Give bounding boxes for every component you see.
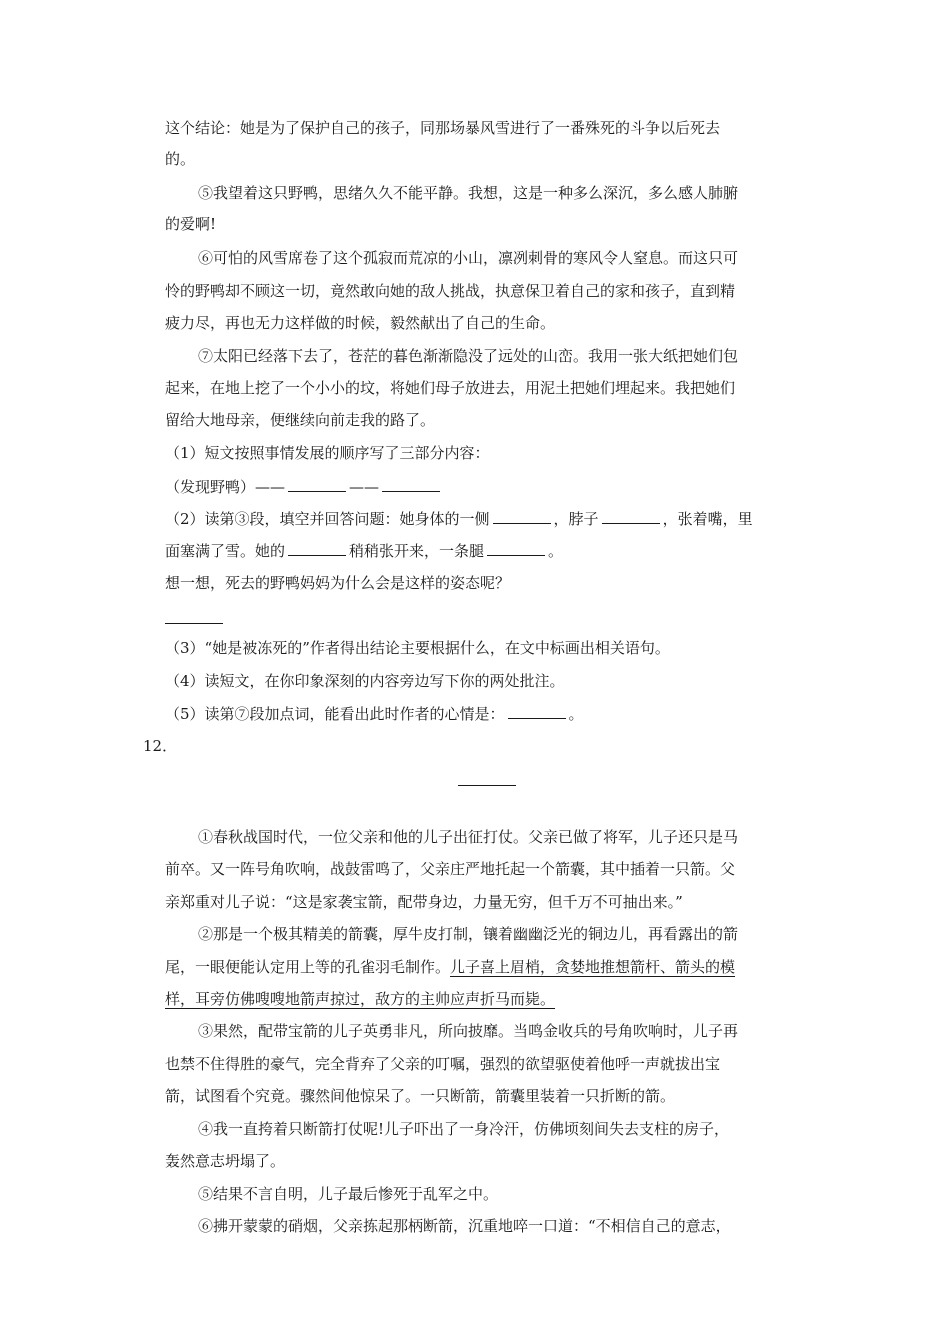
answer-blank[interactable]: [493, 508, 551, 524]
question-number-12: 12．: [143, 737, 178, 755]
passage2-line: ②那是一个极其精美的箭囊，厚牛皮打制，镶着幽幽泛光的铜边儿，再看露出的箭: [198, 925, 739, 943]
question-2-cont: [165, 540, 563, 561]
passage2-line: ⑥拂开蒙蒙的硝烟，父亲拣起那柄断箭，沉重地啐一口道：“不相信自己的意志，: [198, 1217, 731, 1235]
question-2-text: 面塞满了雪。她的: [165, 542, 286, 560]
passage2-line: ④我一直挎着只断箭打仗呢!儿子吓出了一身冷汗，仿佛顷刻间失去支柱的房子，: [198, 1120, 730, 1138]
passage2-line: ⑤结果不言自明，儿子最后惨死于乱军之中。: [198, 1185, 499, 1203]
answer-blank[interactable]: [288, 476, 346, 492]
answer-blank[interactable]: [288, 540, 346, 556]
question-5-text: （5）读第⑦段加点词，能看出此时作者的心情是：: [165, 705, 505, 723]
answer-blank[interactable]: [165, 623, 223, 624]
passage1-line: 的。: [165, 150, 196, 168]
question-2-text: 。: [548, 542, 564, 560]
question-1-start: （发现野鸭）——: [165, 478, 286, 496]
passage1-line: 留给大地母亲，便继续向前走我的路了。: [165, 411, 436, 429]
passage2-line: [165, 957, 735, 977]
question-4: （4）读短文，在你印象深刻的内容旁边写下你的两处批注。: [165, 672, 565, 690]
passage2-line: ①春秋战国时代，一位父亲和他的儿子出征打仗。父亲已做了将军，儿子还只是马: [198, 828, 739, 846]
answer-blank[interactable]: [382, 476, 440, 492]
passage2-line: 亲郑重对儿子说：“这是家袭宝箭，配带身边，力量无穷，但千万不可抽出来。”: [165, 893, 683, 911]
passage1-line: ⑤我望着这只野鸭，思绪久久不能平静。我想，这是一种多么深沉，多么感人肺腑: [198, 184, 739, 202]
passage2-text: 尾，一眼便能认定用上等的孔雀羽毛制作。: [165, 958, 451, 976]
question-2: [165, 508, 753, 529]
question-1-answer-line: [165, 476, 443, 497]
title-blank[interactable]: [458, 785, 516, 786]
answer-blank[interactable]: [508, 703, 566, 719]
question-2-think: 想一想，死去的野鸭妈妈为什么会是这样的姿态呢？: [165, 574, 511, 592]
question-5: [165, 703, 584, 724]
question-5-text: 。: [568, 705, 584, 723]
underlined-sentence: 样，耳旁仿佛嗖嗖地箭声掠过，敌方的主帅应声折马而毙。: [165, 990, 556, 1008]
passage2-line: 前卒。又一阵号角吹响，战鼓雷鸣了，父亲庄严地托起一个箭囊，其中插着一只箭。父: [165, 860, 736, 878]
question-1: （1）短文按照事情发展的顺序写了三部分内容：: [165, 444, 490, 462]
passage1-line: 怜的野鸭却不顾这一切，竟然敢向她的敌人挑战，执意保卫着自己的家和孩子，直到精: [165, 282, 736, 300]
answer-blank[interactable]: [602, 508, 660, 524]
underlined-sentence: 儿子喜上眉梢，贪婪地推想箭杆、箭头的模: [450, 958, 736, 976]
passage1-line: 这个结论：她是为了保护自己的孩子，同那场暴风雪进行了一番殊死的斗争以后死去: [165, 119, 721, 137]
passage2-line: 箭，试图看个究竟。骤然间他惊呆了。一只断箭，箭囊里装着一只折断的箭。: [165, 1087, 676, 1105]
passage1-line: ⑥可怕的风雪席卷了这个孤寂而荒凉的小山，凛冽刺骨的寒风令人窒息。而这只可: [198, 249, 739, 267]
question-1-dash: ——: [349, 478, 380, 496]
question-2-text: 稍稍张开来，一条腿: [349, 542, 485, 560]
passage2-line: 也禁不住得胜的豪气，完全背弃了父亲的叮嘱，强烈的欲望驱使着他呼一声就拔出宝: [165, 1055, 721, 1073]
question-2-text: ，张着嘴，里: [662, 510, 753, 528]
passage2-line: 轰然意志坍塌了。: [165, 1152, 286, 1170]
passage1-line: ⑦太阳已经落下去了，苍茫的暮色渐渐隐没了远处的山峦。我用一张大纸把她们包: [198, 347, 739, 365]
passage1-line: 疲力尽，再也无力这样做的时候，毅然献出了自己的生命。: [165, 314, 556, 332]
answer-blank[interactable]: [487, 540, 545, 556]
passage1-line: 起来，在地上挖了一个小小的坟，将她们母子放进去，用泥土把她们埋起来。我把她们: [165, 379, 736, 397]
question-2-text: （2）读第③段，填空并回答问题：她身体的一侧: [165, 510, 490, 528]
question-3: （3）“她是被冻死的”作者得出结论主要根据什么，在文中标画出相关语句。: [165, 639, 670, 657]
passage2-line: ③果然，配带宝箭的儿子英勇非凡，所向披靡。当鸣金收兵的号角吹响时，儿子再: [198, 1022, 739, 1040]
question-2-text: ，脖子: [553, 510, 599, 528]
passage1-line: 的爱啊!: [165, 215, 217, 233]
